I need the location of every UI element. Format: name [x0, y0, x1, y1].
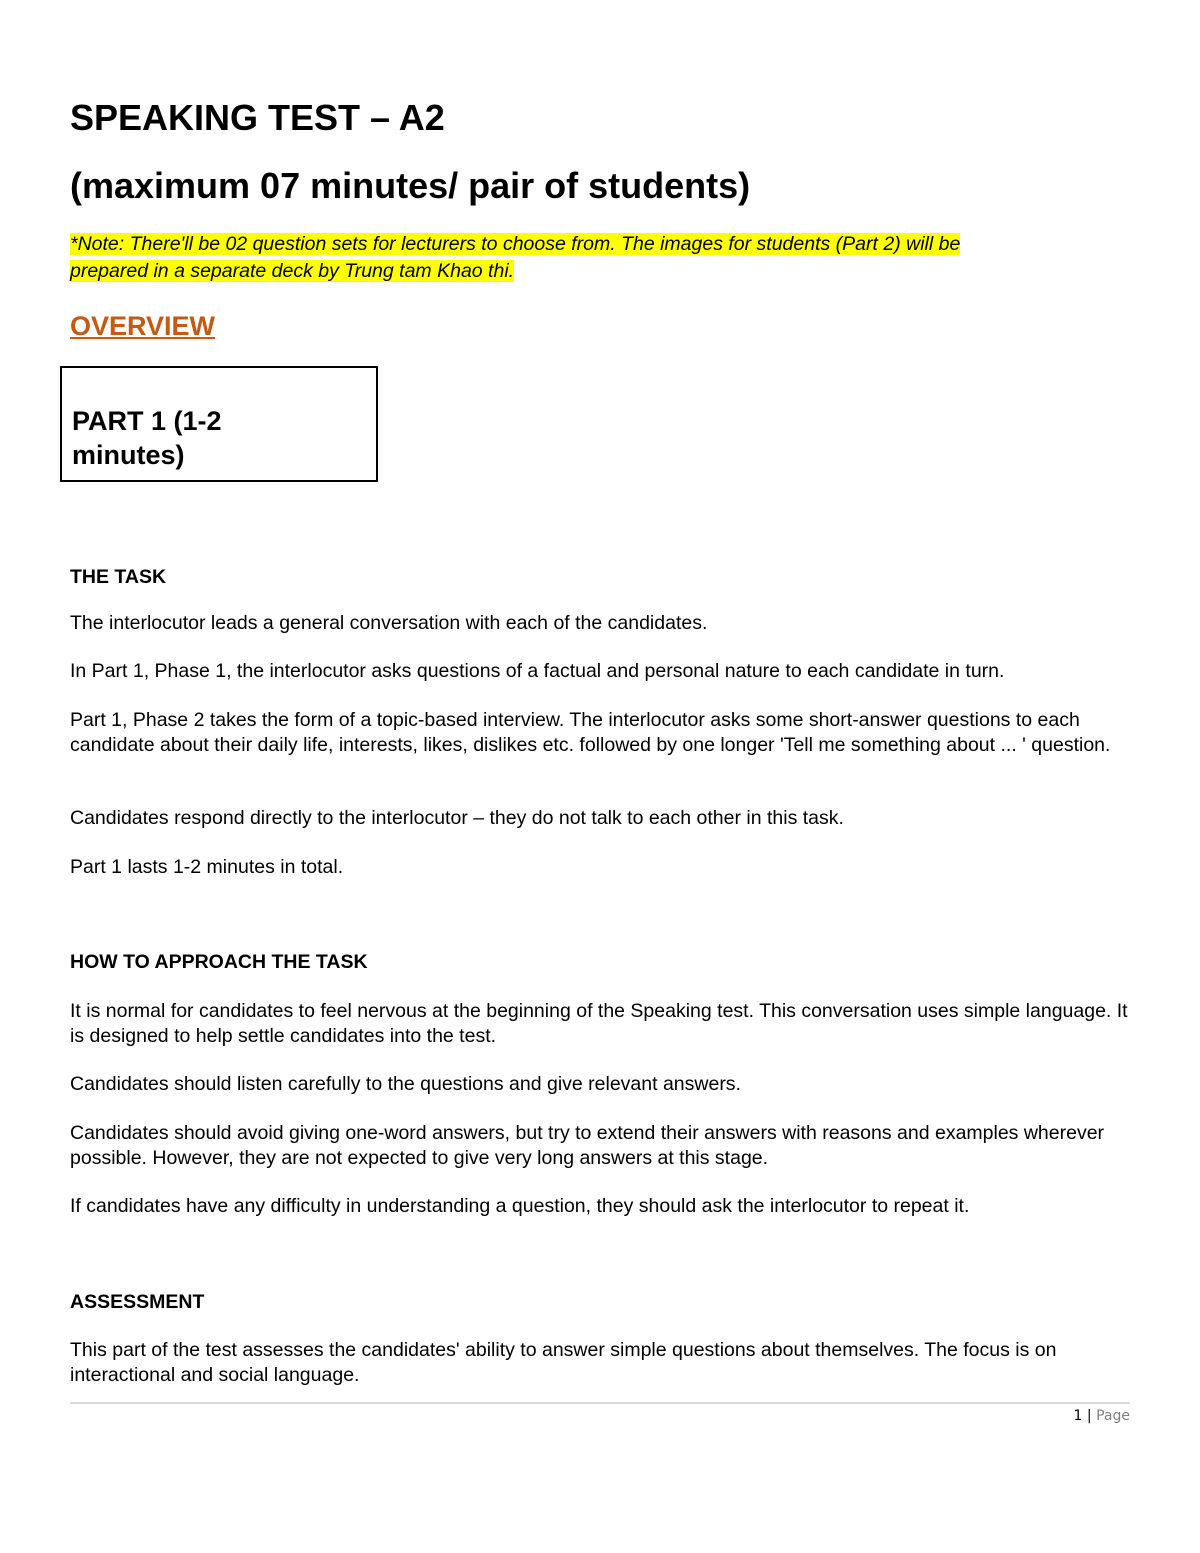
- footer-divider: [70, 1402, 1130, 1404]
- the-task-heading: THE TASK: [70, 566, 167, 588]
- task-paragraph-5: Part 1 lasts 1-2 minutes in total.: [70, 856, 344, 878]
- task-paragraph-1: The interlocutor leads a general conversation with each of the candidates.: [70, 612, 708, 634]
- note-line-1: *Note: There'll be 02 question sets for lecturers to choose from. The images for students (Part 2) will be: [70, 233, 961, 255]
- assessment-paragraph-1: This part of the test assesses the candidates' ability to answer simple questions about themselves. The focus is on interactional and social language.: [70, 1339, 1057, 1386]
- page-footer: [1074, 1406, 1130, 1426]
- part-1-label: PART 1 (1-2 minutes): [72, 406, 222, 470]
- overview-heading: OVERVIEW: [70, 311, 216, 341]
- approach-paragraph-2: Candidates should listen carefully to the questions and give relevant answers.: [70, 1073, 741, 1095]
- task-paragraph-3: Part 1, Phase 2 takes the form of a topic-based interview. The interlocutor asks some short-answer questions to each candidate about their daily life, interests, likes, dislikes etc. followed by one longer 'Tell me something about ... ' question.: [70, 709, 1111, 756]
- task-paragraph-2: In Part 1, Phase 1, the interlocutor asks questions of a factual and personal nature to each candidate in turn.: [70, 660, 1005, 682]
- page-number: 1: [1073, 1408, 1083, 1424]
- document-title: SPEAKING TEST – A2: [70, 97, 445, 138]
- note-line-2: prepared in a separate deck by Trung tam Khao thi.: [70, 260, 515, 282]
- page-label: Page: [1096, 1408, 1130, 1424]
- task-paragraph-4: Candidates respond directly to the interlocutor – they do not talk to each other in this task.: [70, 807, 844, 829]
- approach-paragraph-3: Candidates should avoid giving one-word answers, but try to extend their answers with reasons and examples wherever possible. However, they are not expected to give very long answers at this stage.: [70, 1122, 1105, 1169]
- page-separator: |: [1086, 1408, 1092, 1424]
- approach-paragraph-1: It is normal for candidates to feel nervous at the beginning of the Speaking test. This conversation uses simple language. It is designed to help settle candidates into the test.: [70, 1000, 1128, 1047]
- approach-heading: HOW TO APPROACH THE TASK: [70, 951, 368, 973]
- highlighted-note: [70, 231, 1130, 285]
- part-1-box: [60, 366, 378, 482]
- approach-paragraph-4: If candidates have any difficulty in understanding a question, they should ask the interlocutor to repeat it.: [70, 1195, 970, 1217]
- document-subtitle: (maximum 07 minutes/ pair of students): [70, 165, 751, 206]
- assessment-heading: ASSESSMENT: [70, 1291, 205, 1313]
